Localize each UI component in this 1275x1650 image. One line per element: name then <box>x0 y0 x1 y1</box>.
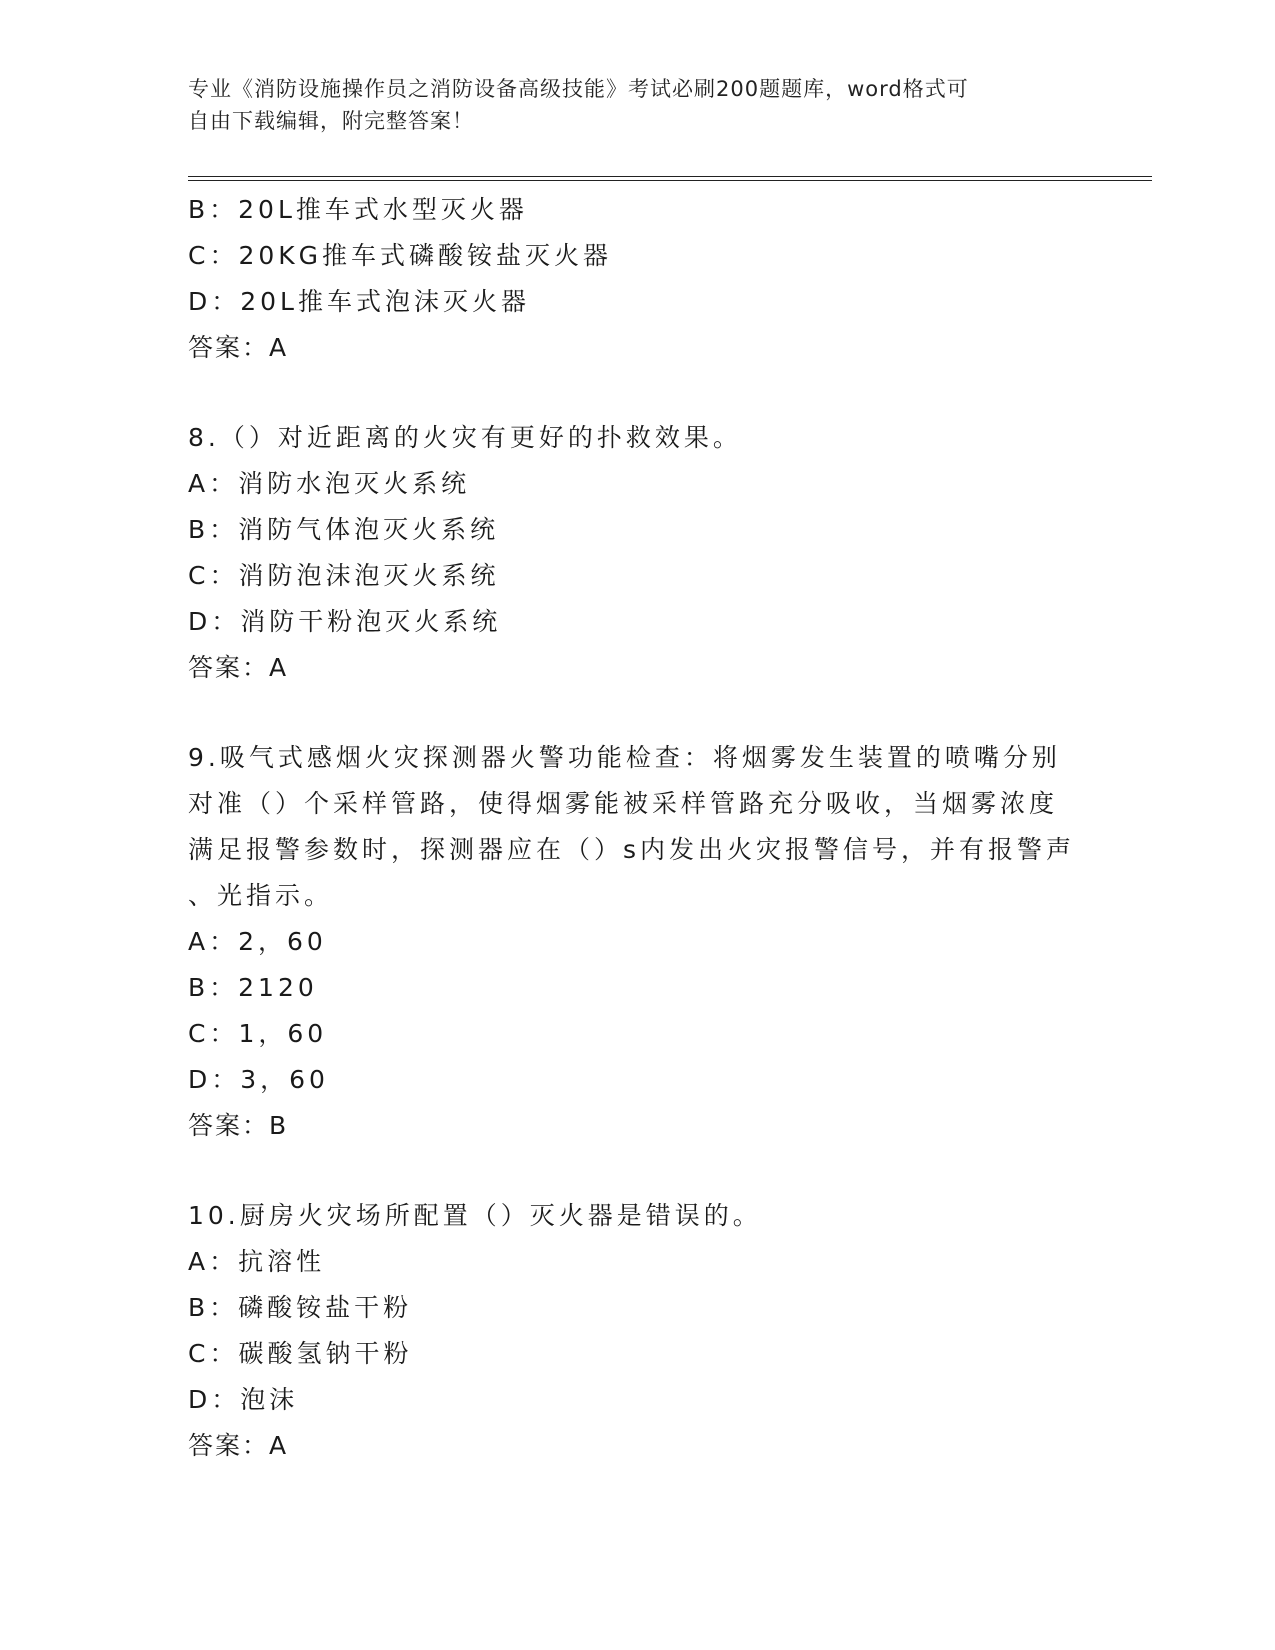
answer-line: 答案：A <box>188 1431 289 1460</box>
question-content <box>188 187 1088 1469</box>
question-stem-line-4: 、光指示。 <box>188 881 334 910</box>
option-c: C：碳酸氢钠干粉 <box>188 1339 413 1368</box>
document-header <box>188 73 1088 137</box>
option-b: B：磷酸铵盐干粉 <box>188 1293 413 1322</box>
option-c: C：20KG推车式磷酸铵盐灭火器 <box>188 241 613 270</box>
header-line-2: 自由下载编辑，附完整答案！ <box>188 109 474 133</box>
option-d: D：20L推车式泡沫灭火器 <box>188 287 530 316</box>
question-stem-line-2: 对准（）个采样管路，使得烟雾能被采样管路充分吸收，当烟雾浓度 <box>188 789 1059 818</box>
question-partial <box>188 187 1088 371</box>
option-d: D：3，60 <box>188 1065 329 1094</box>
question-stem-line-3: 满足报警参数时，探测器应在（）s内发出火灾报警信号，并有报警声 <box>188 835 1076 864</box>
option-b: B：20L推车式水型灭火器 <box>188 195 528 224</box>
option-c: C：1，60 <box>188 1019 328 1048</box>
question-stem: 8.（）对近距离的火灾有更好的扑救效果。 <box>188 423 742 452</box>
option-a: A：消防水泡灭火系统 <box>188 469 471 498</box>
question-8 <box>188 415 1088 691</box>
option-b: B：消防气体泡灭火系统 <box>188 515 500 544</box>
question-10 <box>188 1193 1088 1469</box>
option-d: D：泡沫 <box>188 1385 299 1414</box>
answer-line: 答案：A <box>188 653 289 682</box>
header-divider <box>188 176 1152 181</box>
option-a: A：2，60 <box>188 927 327 956</box>
option-c: C：消防泡沫泡灭火系统 <box>188 561 500 590</box>
option-a: A：抗溶性 <box>188 1247 326 1276</box>
answer-line: 答案：A <box>188 333 289 362</box>
question-9 <box>188 735 1088 1149</box>
option-b: B：2120 <box>188 973 318 1002</box>
option-d: D：消防干粉泡灭火系统 <box>188 607 502 636</box>
question-stem: 10.厨房火灾场所配置（）灭火器是错误的。 <box>188 1201 762 1230</box>
question-stem-line-1: 9.吸气式感烟火灾探测器火警功能检查：将烟雾发生装置的喷嘴分别 <box>188 743 1061 772</box>
answer-line: 答案：B <box>188 1111 289 1140</box>
header-line-1: 专业《消防设施操作员之消防设备高级技能》考试必刷200题题库，word格式可 <box>188 77 969 101</box>
